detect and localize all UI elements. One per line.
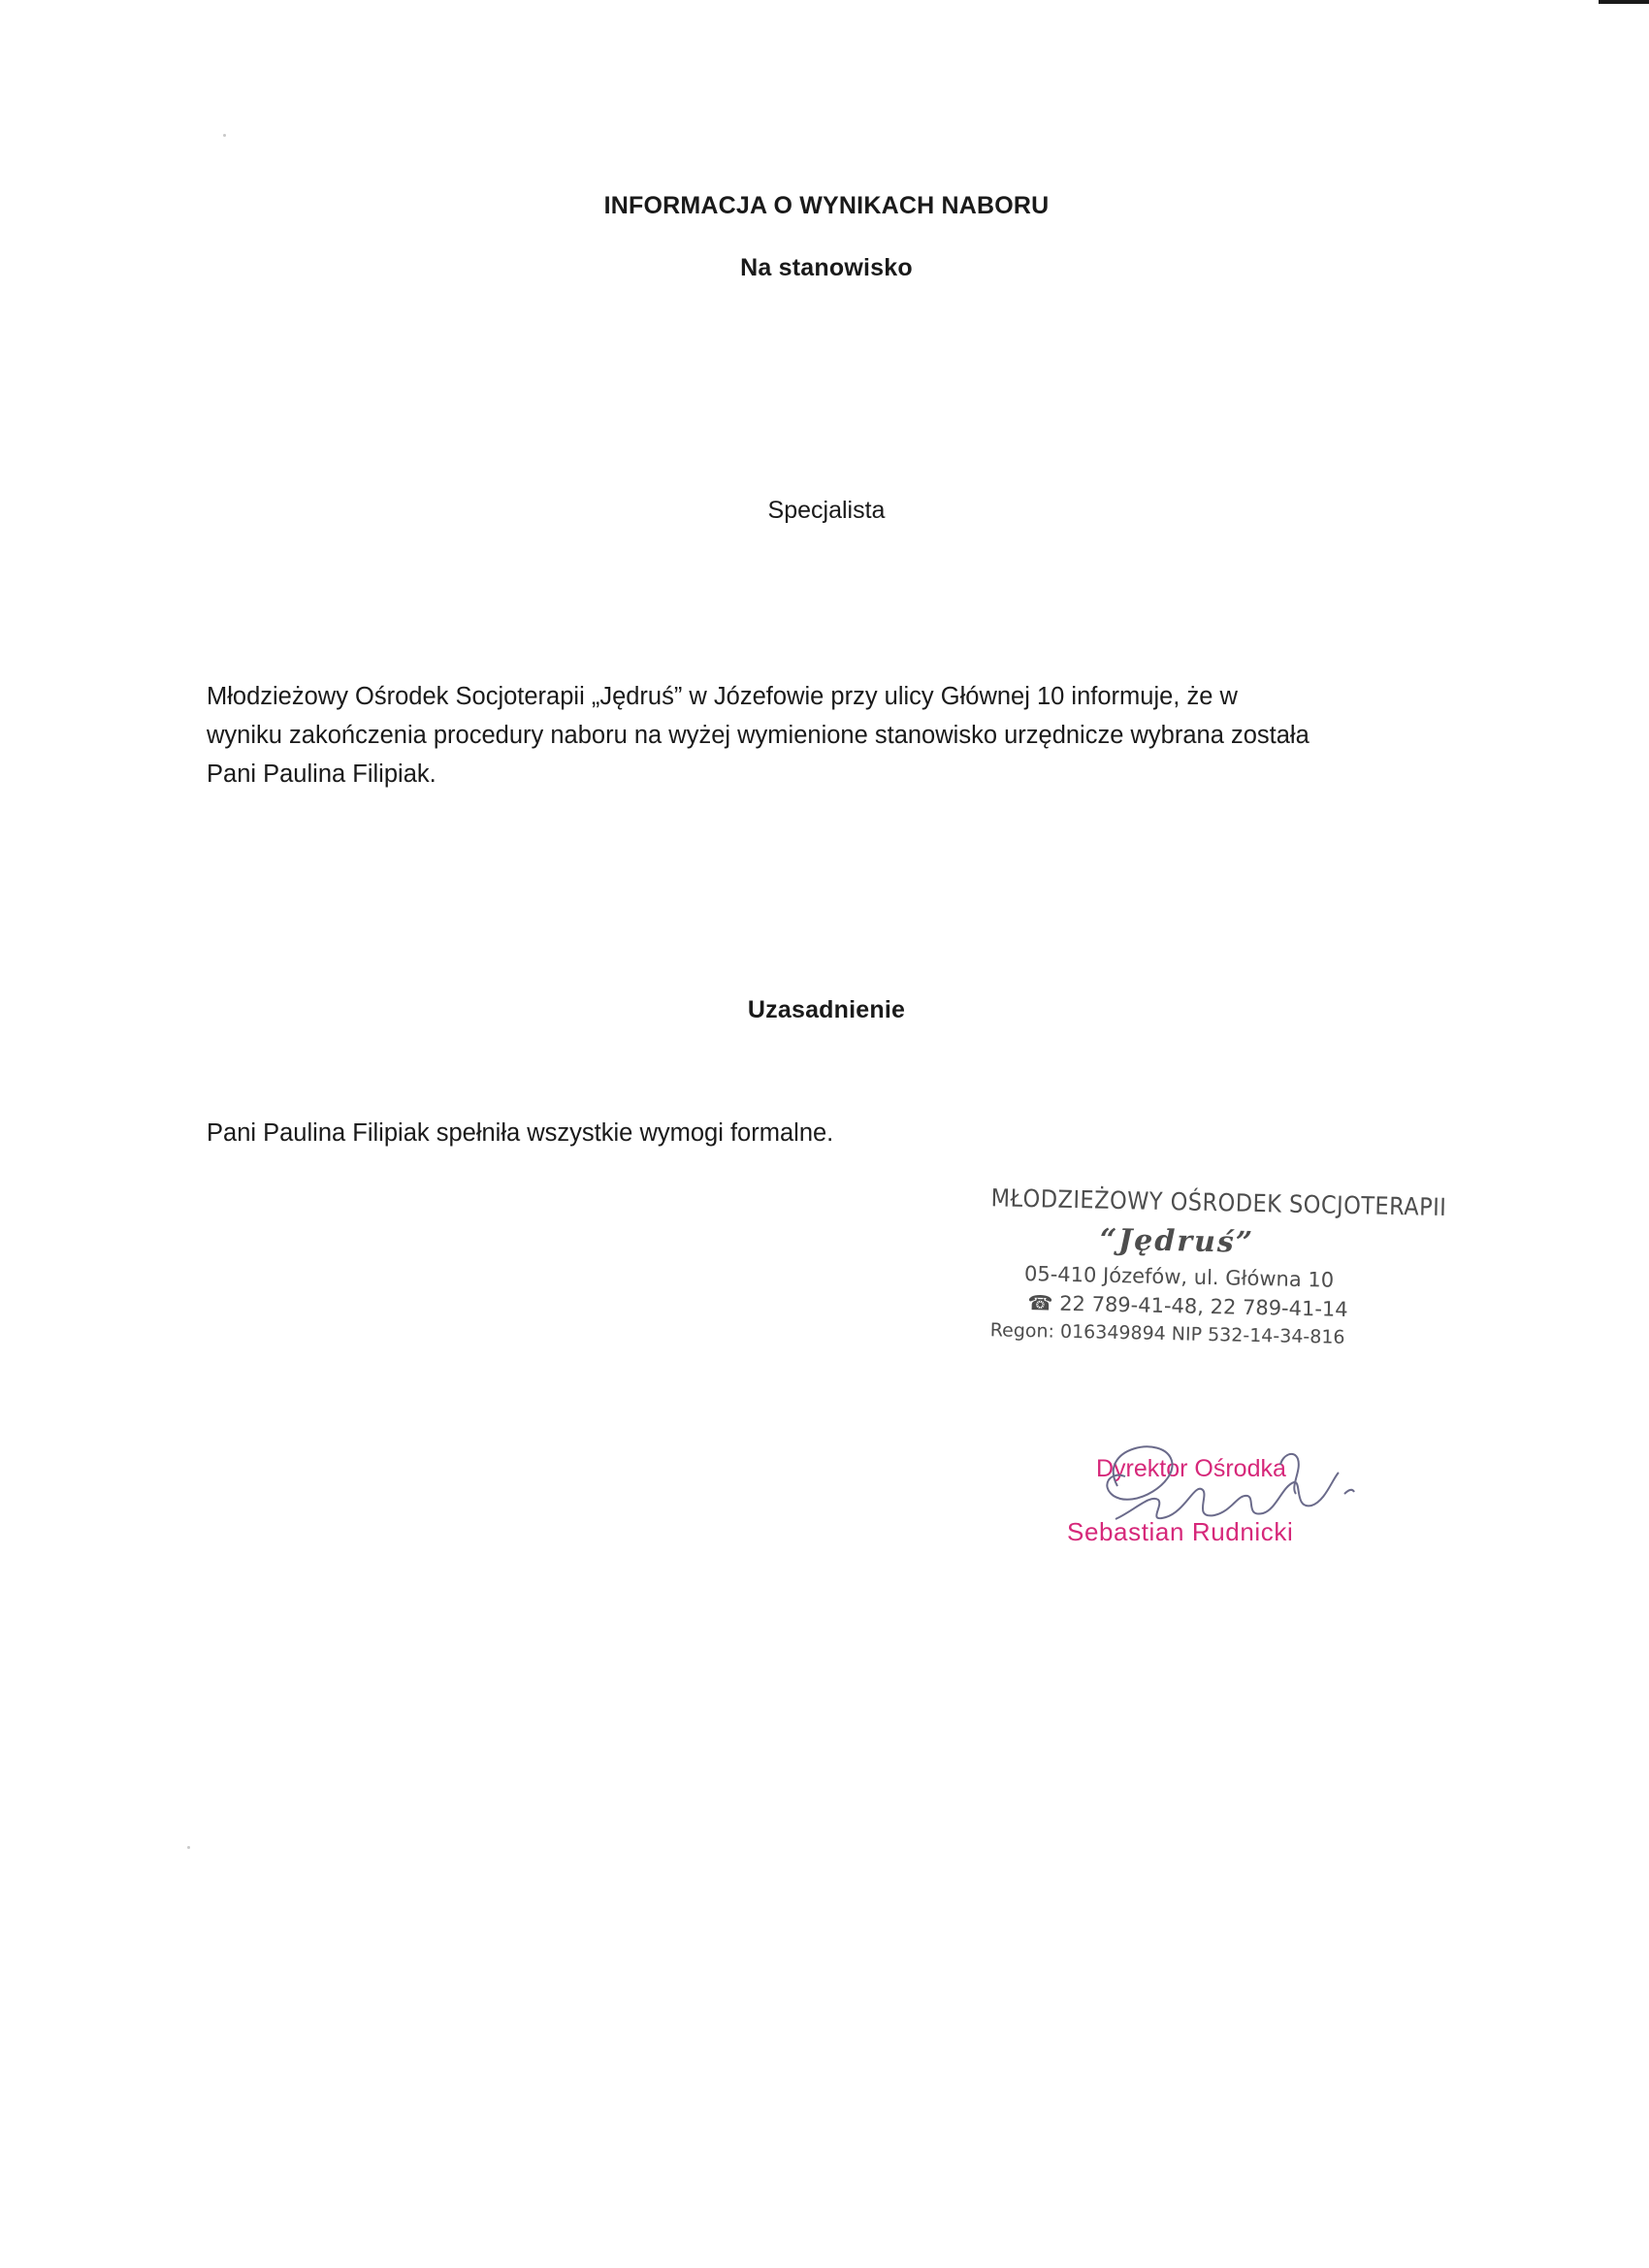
justification-heading: Uzasadnienie [747, 996, 906, 1023]
document-title: INFORMACJA O WYNIKACH NABORU [603, 192, 1050, 219]
justification-text: Pani Paulina Filipiak spełniła wszystkie wymogi formalne. [207, 1119, 834, 1147]
signature-name: Sebastian Rudnicki [1067, 1517, 1294, 1546]
scan-edge-mark [1599, 0, 1649, 4]
stamp-registry-numbers: Regon: 016349894 NIP 532-14-34-816 [989, 1319, 1345, 1348]
signature-title: Dyrektor Ośrodka [1096, 1455, 1286, 1482]
paragraph-line: Pani Paulina Filipiak. [207, 761, 436, 788]
position-name: Specjalista [767, 497, 886, 524]
stamp-institution-name: MŁODZIEŻOWY OŚRODEK SOCJOTERAPII [990, 1183, 1447, 1222]
scan-speck [187, 1846, 190, 1849]
announcement-paragraph [207, 677, 1458, 794]
stamp-institution-short-name: “Jędruś” [1099, 1222, 1255, 1260]
stamp-address: 05-410 Józefów, ul. Główna 10 [1023, 1261, 1335, 1292]
handwritten-signature-icon [1057, 1426, 1377, 1562]
document-subtitle: Na stanowisko [740, 254, 913, 281]
institution-stamp [976, 1182, 1465, 1366]
director-signature-block [1057, 1426, 1377, 1562]
scan-speck [223, 134, 226, 137]
paragraph-line: wyniku zakończenia procedury naboru na wyżej wymienione stanowisko urzędnicze wybrana została [207, 722, 1310, 749]
paragraph-line: Młodzieżowy Ośrodek Socjoterapii „Jędruś” w Józefowie przy ulicy Głównej 10 informuje, że w [207, 683, 1238, 710]
stamp-phone: ☎ 22 789-41-48, 22 789-41-14 [1027, 1291, 1348, 1321]
